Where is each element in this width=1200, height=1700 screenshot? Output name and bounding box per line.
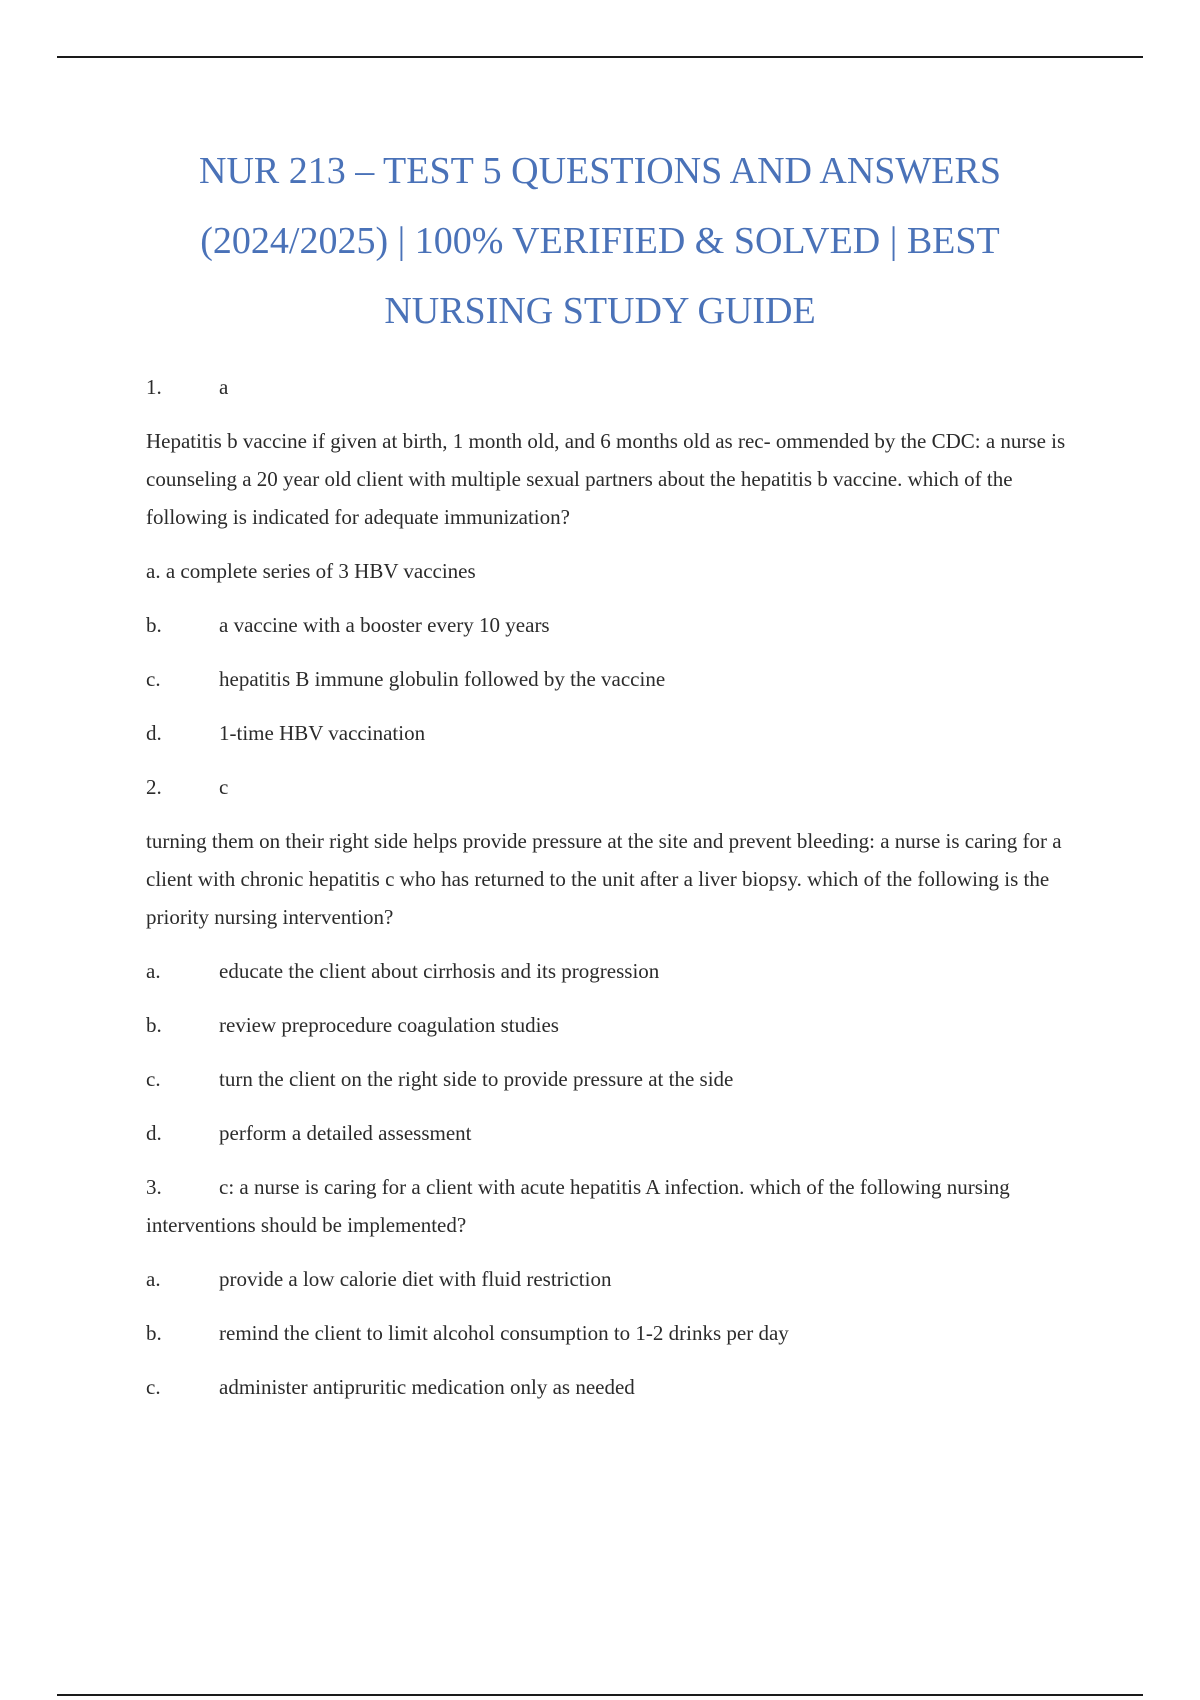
question-2-header [146,768,1086,806]
option-label: c. [146,1067,161,1091]
option-text: educate the client about cirrhosis and its progression [219,959,660,983]
question-2-option-a [146,952,1086,990]
question-number: 2. [146,775,162,799]
question-3-option-a [146,1260,1086,1298]
option-label: b. [146,1321,162,1345]
header-rule [57,56,1143,58]
footer-rule [57,1694,1143,1696]
question-answer: a [219,375,229,399]
question-3-text [146,1168,1086,1244]
title-line-3: NURSING STUDY GUIDE [384,290,816,332]
question-1-header [146,368,1086,406]
option-text: provide a low calorie diet with fluid restriction [219,1267,612,1291]
title-line-2: (2024/2025) | 100% VERIFIED & SOLVED | BEST [200,220,1000,262]
option-label: c. [146,1375,161,1399]
question-2-option-b [146,1006,1086,1044]
question-1-option-b [146,606,1086,644]
option-text: hepatitis B immune globulin followed by the vaccine [219,667,666,691]
option-label: a. [146,959,161,983]
question-2-option-c [146,1060,1086,1098]
question-list [146,368,1086,1422]
question-3-text-first: c: a nurse is caring for a client with acute hepatitis A infection. which of the following nursing [219,1175,1010,1199]
option-text: perform a detailed assessment [219,1121,472,1145]
option-text: turn the client on the right side to provide pressure at the side [219,1067,734,1091]
option-label: b. [146,613,162,637]
option-label: b. [146,1013,162,1037]
option-text: administer antipruritic medication only as needed [219,1375,635,1399]
question-2-option-d [146,1114,1086,1152]
question-1-option-d [146,714,1086,752]
option-label: d. [146,721,162,745]
title-line-1: NUR 213 – TEST 5 QUESTIONS AND ANSWERS [199,150,1001,192]
question-1-option-c [146,660,1086,698]
question-3-option-c [146,1368,1086,1406]
option-label: a. [146,1267,161,1291]
question-3-option-b [146,1314,1086,1352]
option-text: 1-time HBV vaccination [219,721,426,745]
document-title [100,136,1100,346]
question-3-text-rest: interventions should be implemented? [146,1213,467,1237]
question-2-text: turning them on their right side helps provide pressure at the site and prevent bleeding: a nurse is caring for a client with chronic hepatitis c who has returned to the unit after a liver biopsy. which of the following is the priority nursing intervention? [146,829,1062,929]
option-text: review preprocedure coagulation studies [219,1013,559,1037]
option-label: c. [146,667,161,691]
question-number: 1. [146,375,162,399]
option-text: remind the client to limit alcohol consumption to 1-2 drinks per day [219,1321,789,1345]
question-number: 3. [146,1175,162,1199]
option-label: d. [146,1121,162,1145]
question-1-text: Hepatitis b vaccine if given at birth, 1 month old, and 6 months old as rec- ommended by the CDC: a nurse is counseling a 20 year old client with multiple sexual partners about the hepatitis b vaccine. which of the following is indicated for adequate immunization? [146,429,1066,529]
option-text: a vaccine with a booster every 10 years [219,613,550,637]
question-1-option-a: a. a complete series of 3 HBV vaccines [146,559,476,583]
question-answer: c [219,775,229,799]
